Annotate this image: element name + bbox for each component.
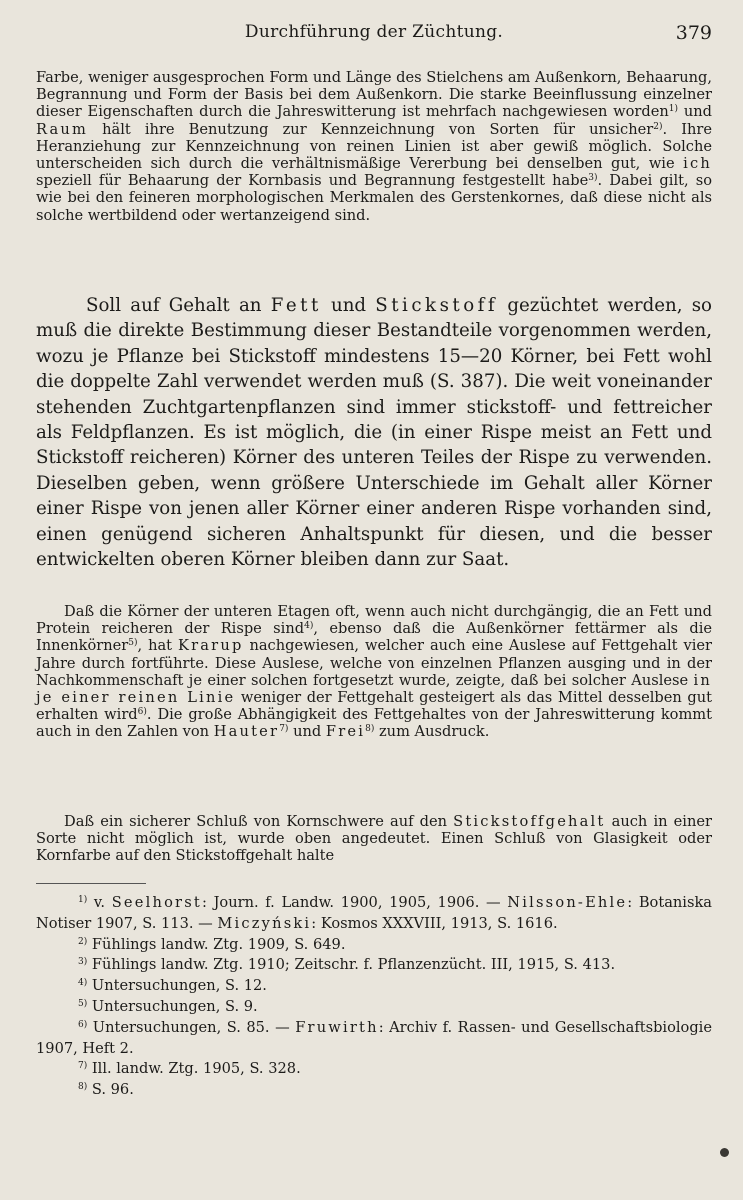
footnote-number: 7)	[78, 1061, 88, 1072]
text-run: . Ihre Heranziehung zur Kennzeichnung von reinen Linien ist aber gewiß möglich. Solche unterscheiden sich durch die verhältnismäßige Vererbung bei denselben gut, wie	[36, 120, 712, 173]
footnote-ref-7: 7)	[279, 724, 289, 735]
page-number: 379	[675, 22, 712, 44]
footnote-ref-8: 8)	[365, 724, 375, 735]
footnote-ref-5: 5)	[128, 638, 138, 649]
footnote-text: Fühlings landw. Ztg. 1909, S. 649.	[87, 935, 346, 953]
text-run: und	[288, 723, 326, 741]
text-run: Daß die Körner der unteren Etagen oft, wenn auch nicht durchgängig, die an Fett und Protein reicheren der Rispe sind	[36, 603, 712, 638]
author-krarup: Krarup	[178, 637, 244, 655]
paragraph-kornschwere	[36, 813, 712, 865]
text-run: hält ihre Benutzung zur Kennzeichnung von Sorten für unsicher	[88, 120, 654, 138]
footnote-2	[36, 935, 712, 956]
text-run: , hat	[137, 637, 178, 655]
footnote-ref-3: 3)	[588, 173, 598, 184]
author-fruwirth: Fruwirth	[295, 1018, 379, 1036]
footnote-7	[36, 1059, 712, 1080]
text-run: gezüchtet werden, so muß die direkte Bestimmung dieser Bestandteile vorgenommen werden, wozu je Pflanze bei Stickstoff mindestens 15—20 Körner, bei Fett wohl die doppelte Zahl verwendet werden muß (S. 387). Die weit voneinander stehenden Zuchtgartenpflanzen sind immer stickstoff- und fettreicher als Feldpflanzen. Es ist möglich, die (in einer Rispe meist an Fett und Stickstoff reicheren) Körner des unteren Teiles der Rispe zu verwenden. Dieselben geben, wenn größere Unterschiede im Gehalt aller Körner einer Rispe von jenen aller Körner einer anderen Rispe vorhanden sind, einen genügend sicheren Anhaltspunkt für diesen, und die besser entwickelten oberen Körner bleiben dann zur Saat.	[36, 295, 712, 571]
emphasis-reine-linie: in je einer reinen Linie	[36, 671, 712, 707]
text-run: zum Ausdruck.	[374, 723, 490, 741]
footnote-text: S. 96.	[87, 1081, 134, 1099]
footnote-text: Fühlings landw. Ztg. 1910; Zeitschr. f. Pflanzenzücht. III, 1915, S. 413.	[87, 956, 616, 974]
text-run: auch in einer Sorte nicht möglich ist, wurde oben angedeutet. Einen Schluß von Glasigkeit oder Kornfarbe auf den Stickstoffgehalt halte	[36, 813, 712, 865]
text-run: Farbe, weniger ausgesprochen Form und Länge des Stielchens am Außenkorn, Behaarung, Begrannung und Form der Basis bei dem Außenkorn. Die starke Beeinflussung einzelner dieser Eigenschaften durch die Jahreswitterung ist mehrfach nachgewiesen worden	[36, 69, 712, 121]
page-header	[36, 22, 712, 46]
footnote-text: : Journ. f. Landw. 1900, 1905, 1906. —	[202, 894, 508, 911]
footnote-6	[36, 1018, 712, 1060]
footnote-ref-2: 2)	[653, 121, 663, 132]
text-run: . Dabei gilt, so wie bei den feineren morphologischen Merkmalen des Gerstenkornes, daß diese nicht als solche wertbildend oder wertanzeigend sind.	[36, 172, 713, 224]
author-frei: Frei	[325, 723, 366, 741]
text-run: weniger der Fettgehalt gesteigert als das Mittel desselben gut erhalten wird	[36, 689, 713, 724]
paragraph-fat-nitrogen	[36, 293, 712, 572]
text-run: nachgewiesen, welcher auch eine Auslese auf Fettgehalt vier Jahre durch fortführte. Diese Auslese, welche von einzelnen Pflanzen ausging und in der Nachkommenschaft je einer solchen fortgesetzt wurde, zeigte, daß bei solcher Auslese	[36, 637, 712, 689]
emphasis-stickstoffgehalt: Stickstoffgehalt	[453, 813, 606, 830]
author-hauter: Hauter	[213, 723, 280, 741]
footnote-text: v.	[87, 894, 112, 911]
paragraph-features	[36, 69, 712, 224]
footnote-ref-1: 1)	[668, 104, 679, 115]
text-run: Soll auf Gehalt an	[86, 295, 271, 316]
footnote-number: 5)	[78, 998, 88, 1009]
footnote-1	[36, 893, 712, 935]
author-miczynski: Miczyński	[217, 914, 312, 932]
footnote-number: 2)	[78, 936, 88, 947]
emphasis-ich: ich	[683, 155, 712, 173]
footnote-number: 8)	[78, 1082, 88, 1093]
text-run: . Die große Abhängigkeit des Fettgehaltes von der Jahreswitterung kommt auch in den Zahlen von	[36, 706, 712, 741]
footnote-5	[36, 997, 712, 1018]
author-seelhorst: Seelhorst	[111, 894, 202, 911]
text-run: speziell für Behaarung der Kornbasis und Begrannung festgestellt habe	[36, 172, 589, 190]
running-title: Durchführung der Züchtung.	[244, 22, 504, 42]
footnote-3	[36, 955, 712, 976]
emphasis-stickstoff: Stickstoff	[375, 295, 499, 316]
text-run: , ebenso daß die Außenkörner fettärmer als die Innenkörner	[36, 620, 713, 655]
footnote-text: Ill. landw. Ztg. 1905, S. 328.	[87, 1060, 301, 1078]
emphasis-fett: Fett	[270, 295, 322, 316]
footnote-4	[36, 976, 712, 997]
text-run: Daß ein sicherer Schluß von Kornschwere auf den	[64, 813, 454, 830]
author-raum: Raum	[36, 120, 89, 138]
footnote-text: Untersuchungen, S. 12.	[87, 977, 267, 995]
footnote-text: : Kosmos XXXVIII, 1913, S. 1616.	[311, 914, 558, 932]
footnotes	[36, 893, 712, 1101]
footnote-ref-4: 4)	[304, 621, 314, 632]
footnote-number: 4)	[78, 978, 88, 989]
footnote-ref-6: 6)	[137, 707, 147, 718]
text-run: und	[321, 295, 376, 316]
text-run: und	[678, 103, 712, 121]
ink-spot	[720, 1148, 729, 1157]
author-nilsson-ehle: Nilsson-Ehle	[507, 894, 628, 911]
footnote-divider	[36, 883, 146, 884]
footnote-number: 3)	[78, 957, 88, 968]
footnote-text: : Botaniska Notiser 1907, S. 113. —	[36, 894, 712, 932]
footnote-number: 6)	[78, 1019, 88, 1030]
footnote-8	[36, 1080, 712, 1101]
footnote-number: 1)	[78, 895, 88, 905]
footnote-text: Untersuchungen, S. 85. —	[87, 1018, 296, 1036]
paragraph-krarup	[36, 603, 712, 741]
footnote-text: : Archiv f. Rassen- und Gesellschaftsbiologie 1907, Heft 2.	[36, 1018, 712, 1057]
footnote-text: Untersuchungen, S. 9.	[87, 997, 258, 1015]
